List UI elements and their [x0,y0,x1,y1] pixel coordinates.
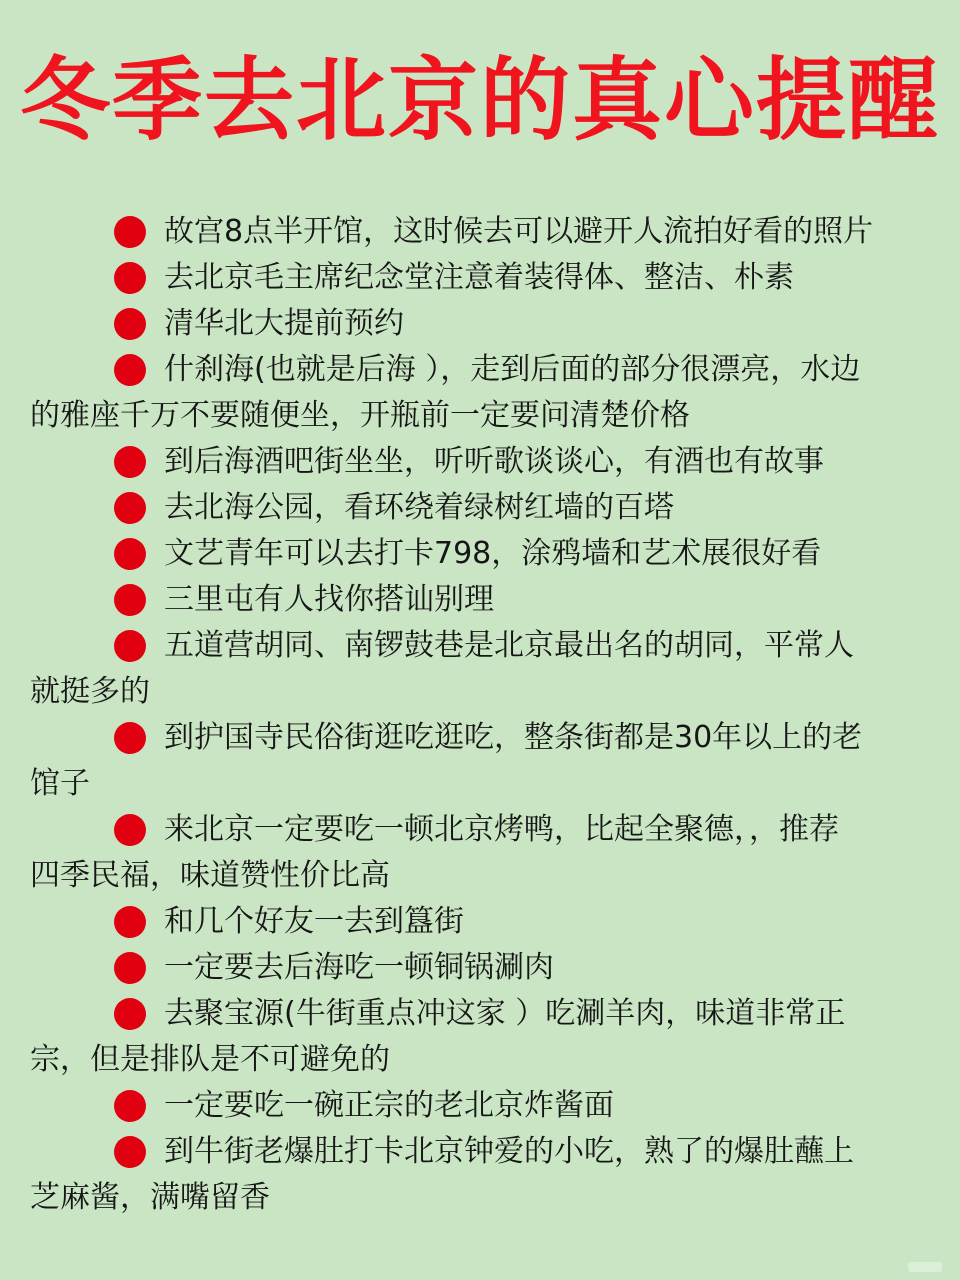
tip-item [30,209,930,255]
tip-text: 一定要吃一碗正宗的老北京炸酱面 [164,1088,614,1123]
red-dot-bullet-icon [114,1090,146,1122]
tip-text: 去聚宝源(牛街重点冲这家 ）吃涮羊肉，味道非常正 [164,996,846,1031]
red-dot-bullet-icon [114,308,146,340]
red-dot-bullet-icon [114,906,146,938]
red-dot-bullet-icon [114,998,146,1030]
red-dot-bullet-icon [114,722,146,754]
tip-item [30,439,930,485]
tip-text: 故宫8点半开馆，这时候去可以避开人流拍好看的照片 [164,214,874,249]
tip-item [30,991,930,1083]
red-dot-bullet-icon [114,492,146,524]
red-dot-bullet-icon [114,584,146,616]
red-dot-bullet-icon [114,216,146,248]
tip-text-continued: 的雅座千万不要随便坐，开瓶前一定要问清楚价格 [30,398,690,433]
tip-item [30,255,930,301]
tip-text: 和几个好友一去到簋街 [164,904,464,939]
tip-text: 清华北大提前预约 [164,306,404,341]
tip-item [30,531,930,577]
tip-text-continued: 就挺多的 [30,674,150,709]
tip-text: 去北京毛主席纪念堂注意着装得体、整洁、朴素 [164,260,794,295]
tip-item [30,899,930,945]
tip-item [30,715,930,807]
watermark-mark [908,1262,942,1272]
red-dot-bullet-icon [114,446,146,478]
tip-text: 什刹海(也就是后海 ），走到后面的部分很漂亮，水边 [164,352,861,387]
tip-text: 去北海公园，看环绕着绿树红墙的百塔 [164,490,674,525]
tip-text-continued: 宗，但是排队是不可避免的 [30,1042,390,1077]
tip-item [30,347,930,439]
tip-item [30,301,930,347]
tip-text: 到牛街老爆肚打卡北京钟爱的小吃，熟了的爆肚蘸上 [164,1134,854,1169]
tip-item [30,1129,930,1221]
tip-text: 五道营胡同、南锣鼓巷是北京最出名的胡同，平常人 [164,628,854,663]
red-dot-bullet-icon [114,1136,146,1168]
tip-item [30,485,930,531]
red-dot-bullet-icon [114,630,146,662]
tip-item [30,577,930,623]
tip-text: 到后海酒吧街坐坐，听听歌谈谈心，有酒也有故事 [164,444,824,479]
tip-item [30,1083,930,1129]
tip-list [30,209,930,1221]
red-dot-bullet-icon [114,952,146,984]
tip-text: 一定要去后海吃一顿铜锅涮肉 [164,950,554,985]
tip-item [30,623,930,715]
tip-text: 文艺青年可以去打卡798，涂鸦墙和艺术展很好看 [164,536,822,571]
red-dot-bullet-icon [114,538,146,570]
tip-text-continued: 馆子 [30,766,90,801]
page-title: 冬季去北京的真心提醒 [20,48,940,153]
red-dot-bullet-icon [114,814,146,846]
red-dot-bullet-icon [114,262,146,294]
tip-text: 到护国寺民俗街逛吃逛吃，整条街都是30年以上的老 [164,720,863,755]
tip-item [30,945,930,991]
tip-text-continued: 四季民福，味道赞性价比高 [30,858,390,893]
red-dot-bullet-icon [114,354,146,386]
tip-text: 三里屯有人找你搭讪别理 [164,582,494,617]
tip-text-continued: 芝麻酱，满嘴留香 [30,1180,270,1215]
tip-text: 来北京一定要吃一顿北京烤鸭，比起全聚德，，推荐 [164,812,839,847]
tip-item [30,807,930,899]
